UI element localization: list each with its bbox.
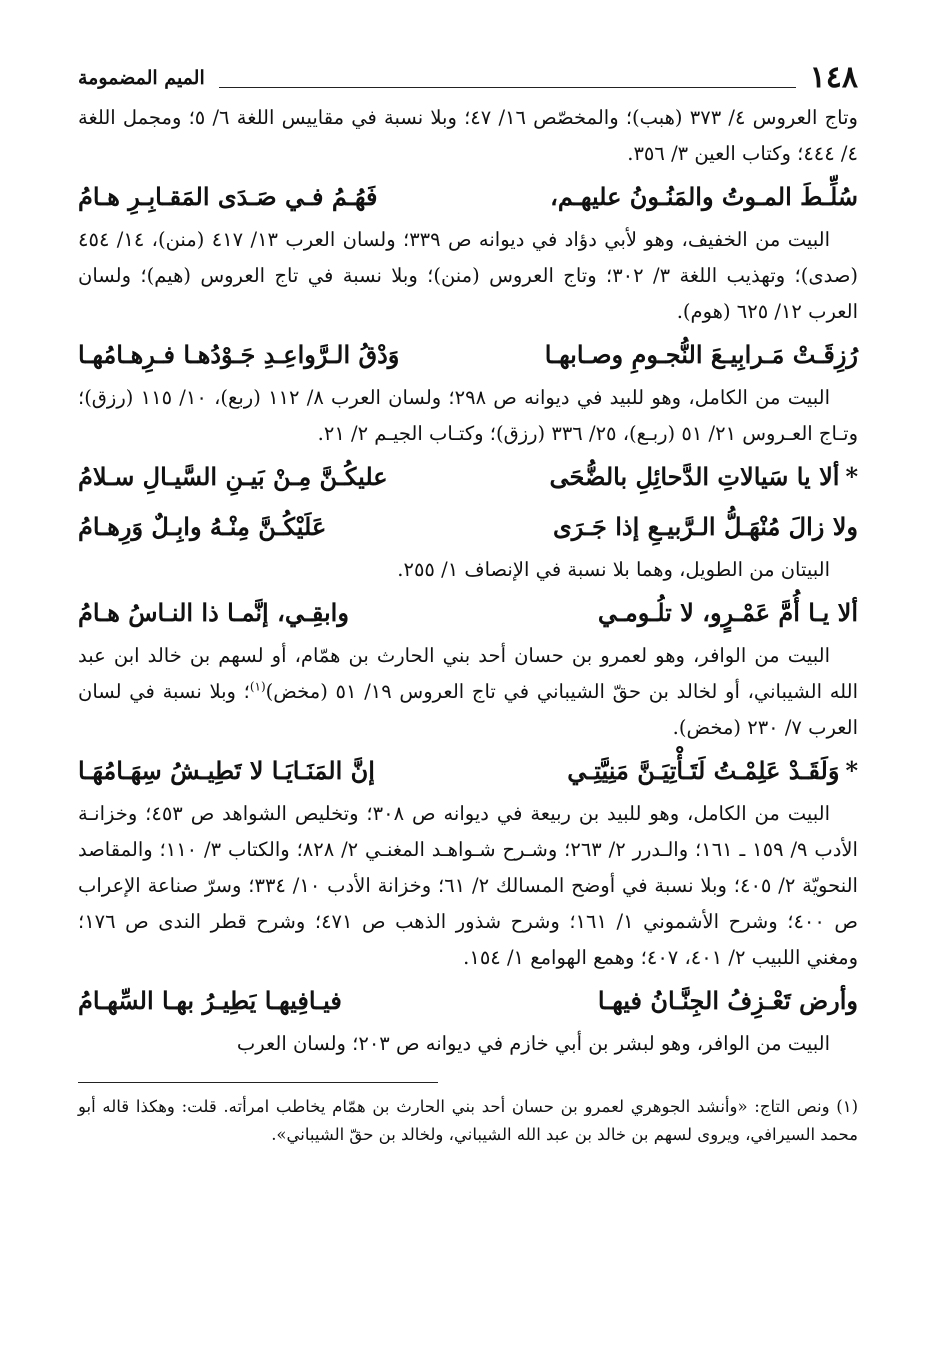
page-number: ١٤٨ xyxy=(809,60,858,95)
verse-first-hemistich-text: ألا يا سَيالاتِ الدَّحائِلِ بالضُّحَى xyxy=(549,462,840,491)
commentary-paragraph: البيت من الكامل، وهو للبيد في ديوانه ص ٢٩٨؛ ولسان العرب ٨/ ١١٢ (ربع)، ١٠/ ١١٥ (رزق)؛ وتـاج العـروس ٢١/ ٥١ (ربـع)، ٢٥/ ٣٣٦ (رزق)؛ وكتـاب الجيـم ٢/ ٢١. xyxy=(78,386,858,445)
verse-first-hemistich xyxy=(598,976,858,1026)
verse-first-hemistich xyxy=(598,588,858,638)
verse-first-hemistich xyxy=(550,172,858,222)
commentary-paragraph: البيتان من الطويل، وهما بلا نسبة في الإنصاف ١/ ٢٥٥. xyxy=(397,558,830,581)
verse-first-hemistich-text: وأرض تَعْـزِفُ الجِنَّـانُ فيهـا xyxy=(597,986,858,1015)
page-body xyxy=(78,100,858,1062)
footnote: (١) ونص التاج: «وأنشد الجوهري لعمرو بن حسان أحد بني الحارث بن همّام يخاطب امرأته. قلت: وهكذا قاله أبو محمد السيرافي، ويروى لسهم بن خالد بن عبد الله الشيباني، ولخالد بن حقّ الشيباني». xyxy=(78,1097,858,1144)
verse-line xyxy=(78,746,858,796)
verse-line xyxy=(78,502,858,552)
verse-second-hemistich: فَهُـمُ فـي صَـدَى المَقـابِـرِ هـامُ xyxy=(78,182,378,211)
header-rule xyxy=(219,87,796,88)
footnote-reference: (١) xyxy=(249,679,266,694)
commentary-paragraph: البيت من الخفيف، وهو لأبي دؤاد في ديوانه ص ٣٣٩؛ ولسان العرب ١٣/ ٤١٧ (منن)، ١٤/ ٤٥٤ (صدى)؛ وتهذيب اللغة ٣/ ٣٠٢؛ وتاج العروس (منن)؛ وبلا نسبة في تاج العروس (هيم)؛ ولسان العرب ١٢/ ٦٢٥ (هوم). xyxy=(78,228,858,323)
verse-line xyxy=(78,172,858,222)
verse-first-hemistich xyxy=(550,452,858,502)
verse-line xyxy=(78,588,858,638)
verse-first-hemistich-text: ألا يـا أُمَّ عَمْـرٍو، لا تلُـومـي xyxy=(597,598,858,627)
verse-second-hemistich: عليكُـنَّ مِـنْ بَيـنِ السَّيـالِ سـلامُ xyxy=(78,462,388,491)
verse-first-hemistich-text: رُزِقَـتْ مَـرابِيـعَ النُّجـومِ وصـابهـا xyxy=(544,340,858,369)
verse-marker: * xyxy=(845,756,858,785)
verse-line xyxy=(78,330,858,380)
book-page xyxy=(78,58,858,1360)
verse-first-hemistich xyxy=(567,746,858,796)
verse-first-hemistich xyxy=(545,330,858,380)
commentary-paragraph: البيت من الكامل، وهو للبيد بن ربيعة في ديوانه ص ٣٠٨؛ وتخليص الشواهد ص ٤٥٣؛ وخزانـة الأدب ٩/ ١٥٩ ـ ١٦١؛ والـدرر ٢/ ٢٦٣؛ وشـرح شـواهـد المغنـي ٢/ ٨٢٨؛ والكتاب ٣/ ١١٠؛ والمقاصد النحويّة ٢/ ٤٠٥؛ وبلا نسبة في أوضح المسالك ٢/ ٦١؛ وخزانة الأدب ١٠/ ٣٣٤؛ وسرّ صناعة الإعراب ص ٤٠٠؛ وشرح الأشموني ١/ ١٦١؛ وشرح شذور الذهب ص ٤٧١؛ وشرح قطر الندى ص ١٧٦؛ ومغني اللبيب ٢/ ٤٠١، ٤٠٧؛ وهمع الهوامع ١/ ١٥٤. xyxy=(78,802,858,969)
section-title: الميم المضمومة xyxy=(78,67,205,89)
commentary-text: ؛ وبلا نسبة في لسان العرب ٧/ ٢٣٠ (مخض). xyxy=(78,680,858,739)
commentary-paragraph: وتاج العروس ٤/ ٣٧٣ (هبب)؛ والمخصّص ١٦/ ٤٧؛ وبلا نسبة في مقاييس اللغة ٦/ ٥؛ ومجمل اللغة ٤/ ٤٤٤؛ وكتاب العين ٣/ ٣٥٦. xyxy=(78,106,858,165)
verse-marker: * xyxy=(845,462,858,491)
page-header xyxy=(78,58,858,98)
verse-first-hemistich-text: سُلِّـطَ المـوتُ والمَنُـونُ عليهـم، xyxy=(550,182,858,211)
verse-line xyxy=(78,976,858,1026)
footnote-separator xyxy=(78,1082,438,1083)
verse-first-hemistich xyxy=(553,502,858,552)
verse-line xyxy=(78,452,858,502)
commentary-paragraph xyxy=(78,638,858,746)
verse-second-hemistich: وَدْقُ الـرَّواعِـدِ جَـوْدُهـا فـرِهـامُهـا xyxy=(78,340,400,369)
verse-second-hemistich: عَلَيْكُـنَّ مِنْـهُ وابِـلٌ وَرِهـامُ xyxy=(78,512,327,541)
verse-second-hemistich: فيـافِيهـا يَطِيـرُ بهـا السِّهـامُ xyxy=(78,986,342,1015)
verse-second-hemistich: وابقِـي، إنَّمـا ذا النـاسُ هـامُ xyxy=(78,598,349,627)
verse-first-hemistich-text: ولا زالَ مُنْهَـلُّ الـرَّبيـعِ إذا جَـرَى xyxy=(552,512,858,541)
commentary-text: البيت من الوافر، وهو لعمرو بن حسان أحد بني الحارث بن همّام، أو لسهم بن خالد ابن عبد الله الشيباني، أو لخالد بن حقّ الشيباني في تاج العروس ١٩/ ٥١ (مخض) xyxy=(78,644,858,703)
commentary-paragraph: البيت من الوافر، وهو لبشر بن أبي خازم في ديوانه ص ٢٠٣؛ ولسان العرب xyxy=(236,1032,830,1055)
verse-first-hemistich-text: وَلَقَـدْ عَلِمْـتُ لَتَـأْتِيَـنَّ مَنِيَّتِـي xyxy=(567,756,840,785)
verse-second-hemistich: إنَّ المَنَـايَـا لا تَطِيـشُ سِهَـامُهَـا xyxy=(78,756,375,785)
